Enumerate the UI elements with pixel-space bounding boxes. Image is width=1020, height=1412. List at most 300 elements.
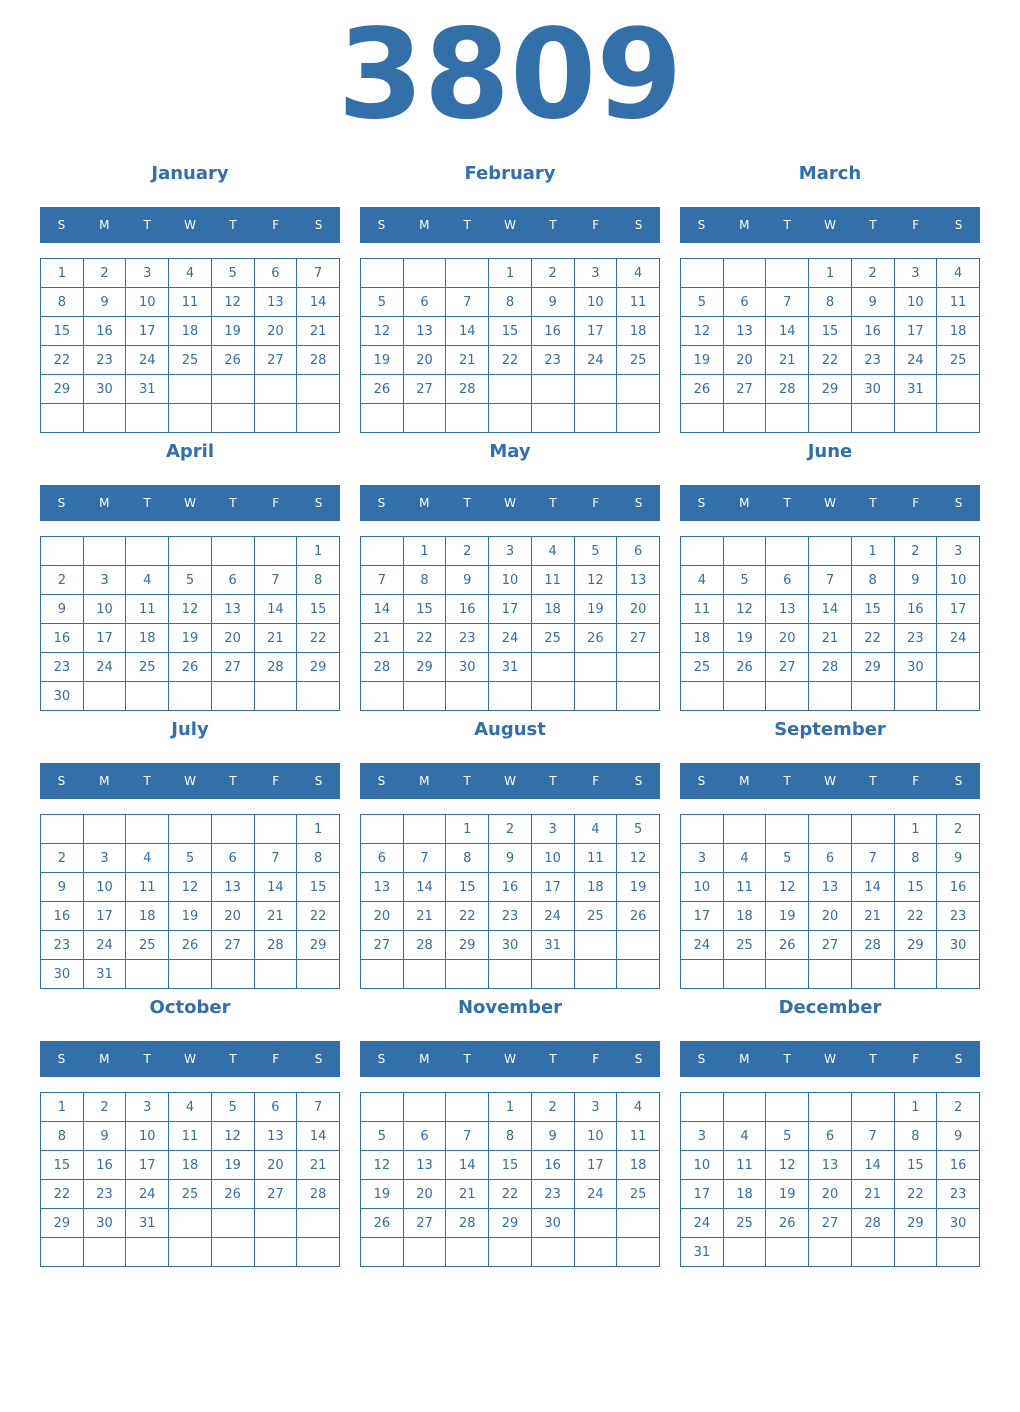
weekday-label: M [99,774,110,788]
day-cell: 29 [809,375,852,404]
week-row [681,1122,980,1151]
empty-day-cell [617,404,660,433]
day-grid [40,1092,340,1267]
day-cell: 2 [894,537,937,566]
month-name: October [149,997,231,1018]
empty-day-cell [937,960,980,989]
week-row [681,566,980,595]
day-cell: 2 [446,537,489,566]
week-row [41,404,340,433]
weekday-label: W [824,774,836,788]
day-cell: 1 [403,537,446,566]
day-cell: 8 [809,288,852,317]
empty-day-cell [723,259,766,288]
weekday-label: S [57,1052,66,1066]
weekday-label: W [504,1052,516,1066]
day-cell: 6 [403,288,446,317]
day-cell: 23 [937,1180,980,1209]
empty-day-cell [126,404,169,433]
weekday-label: M [739,774,750,788]
day-grid [40,258,340,433]
day-cell: 27 [361,931,404,960]
week-row [361,595,660,624]
day-cell: 4 [723,844,766,873]
day-cell: 28 [254,931,297,960]
weekday-label: T [463,496,471,510]
day-grid [360,814,660,989]
weekday-label: T [783,774,791,788]
weekday-label: T [229,774,237,788]
day-cell: 18 [937,317,980,346]
day-cell: 15 [297,873,340,902]
empty-day-cell [531,1238,574,1267]
empty-day-cell [403,404,446,433]
weekday-label: S [954,774,963,788]
week-row [41,566,340,595]
week-row [681,931,980,960]
day-cell: 13 [254,1122,297,1151]
day-cell: 1 [489,1093,532,1122]
day-cell: 24 [894,346,937,375]
day-cell: 20 [766,624,809,653]
day-cell: 6 [617,537,660,566]
empty-day-cell [169,375,212,404]
empty-day-cell [617,960,660,989]
day-cell: 22 [851,624,894,653]
day-cell: 12 [211,1122,254,1151]
day-cell: 19 [361,346,404,375]
week-row [681,682,980,711]
empty-day-cell [297,375,340,404]
day-cell: 13 [361,873,404,902]
day-cell: 5 [574,537,617,566]
weekday-label: T [463,774,471,788]
weekday-label: T [229,496,237,510]
day-cell: 18 [574,873,617,902]
week-row [41,1238,340,1267]
weekday-label: M [419,218,430,232]
day-cell: 17 [937,595,980,624]
day-cell: 3 [574,1093,617,1122]
day-cell: 21 [254,624,297,653]
day-cell: 11 [126,873,169,902]
week-row [361,259,660,288]
day-cell: 18 [126,902,169,931]
weekday-label: M [739,496,750,510]
day-grid [680,258,980,433]
day-cell: 14 [297,288,340,317]
day-cell: 20 [809,902,852,931]
weekday-label: T [783,496,791,510]
day-cell: 11 [126,595,169,624]
day-cell: 14 [446,317,489,346]
empty-day-cell [446,1238,489,1267]
day-cell: 20 [254,317,297,346]
day-cell: 19 [169,624,212,653]
day-grid [40,536,340,711]
empty-day-cell [574,1238,617,1267]
day-cell: 9 [937,844,980,873]
day-cell: 25 [617,1180,660,1209]
day-cell: 24 [126,346,169,375]
day-cell: 2 [83,259,126,288]
day-cell: 24 [681,1209,724,1238]
empty-day-cell [83,404,126,433]
empty-day-cell [83,1238,126,1267]
weekday-label: S [314,1052,323,1066]
day-cell: 3 [126,1093,169,1122]
day-cell: 11 [681,595,724,624]
day-cell: 6 [809,844,852,873]
week-row [41,815,340,844]
empty-day-cell [681,960,724,989]
empty-day-cell [211,404,254,433]
day-cell: 4 [617,259,660,288]
empty-day-cell [723,1093,766,1122]
empty-day-cell [723,815,766,844]
day-cell: 17 [531,873,574,902]
day-cell: 3 [489,537,532,566]
day-cell: 12 [681,317,724,346]
empty-day-cell [766,1238,809,1267]
day-cell: 1 [894,1093,937,1122]
day-cell: 25 [531,624,574,653]
day-cell: 5 [211,259,254,288]
empty-day-cell [937,375,980,404]
day-cell: 14 [297,1122,340,1151]
day-cell: 1 [41,259,84,288]
weekday-label: S [634,218,643,232]
day-cell: 6 [211,566,254,595]
week-row [41,902,340,931]
weekday-label: S [634,1052,643,1066]
week-row [681,317,980,346]
empty-day-cell [766,960,809,989]
week-row [41,682,340,711]
day-cell: 23 [83,1180,126,1209]
empty-day-cell [254,1209,297,1238]
day-cell: 29 [446,931,489,960]
empty-day-cell [766,259,809,288]
day-cell: 22 [809,346,852,375]
day-cell: 29 [851,653,894,682]
day-cell: 15 [403,595,446,624]
weekday-label: W [824,218,836,232]
day-cell: 13 [809,1151,852,1180]
weekday-label: S [697,496,706,510]
empty-day-cell [617,1209,660,1238]
day-cell: 7 [851,1122,894,1151]
day-cell: 3 [126,259,169,288]
empty-day-cell [723,1238,766,1267]
empty-day-cell [169,682,212,711]
empty-day-cell [617,375,660,404]
day-cell: 10 [126,288,169,317]
day-cell: 18 [723,902,766,931]
empty-day-cell [574,375,617,404]
day-cell: 21 [361,624,404,653]
empty-day-cell [617,1238,660,1267]
day-cell: 12 [574,566,617,595]
empty-day-cell [723,682,766,711]
day-cell: 6 [723,288,766,317]
day-cell: 12 [169,595,212,624]
day-cell: 9 [446,566,489,595]
day-cell: 5 [361,1122,404,1151]
day-cell: 31 [489,653,532,682]
day-cell: 10 [894,288,937,317]
day-cell: 4 [169,259,212,288]
empty-day-cell [894,960,937,989]
month-name: February [464,163,556,184]
weekday-label: S [57,774,66,788]
day-cell: 5 [361,288,404,317]
week-row [361,1151,660,1180]
month-name: November [457,997,563,1018]
empty-day-cell [617,931,660,960]
week-row [361,931,660,960]
day-cell: 20 [254,1151,297,1180]
weekday-label: S [314,218,323,232]
day-cell: 4 [126,844,169,873]
day-cell: 17 [83,902,126,931]
day-cell: 15 [446,873,489,902]
empty-day-cell [361,537,404,566]
month-name: April [165,441,215,462]
day-cell: 24 [126,1180,169,1209]
day-cell: 30 [446,653,489,682]
day-cell: 31 [83,960,126,989]
day-cell: 24 [83,653,126,682]
day-cell: 30 [531,1209,574,1238]
week-row [41,931,340,960]
day-cell: 29 [894,931,937,960]
day-cell: 24 [681,931,724,960]
day-cell: 26 [361,1209,404,1238]
empty-day-cell [126,815,169,844]
day-cell: 9 [83,1122,126,1151]
weekday-label: M [99,1052,110,1066]
day-cell: 10 [681,1151,724,1180]
day-cell: 14 [851,1151,894,1180]
empty-day-cell [211,375,254,404]
empty-day-cell [809,537,852,566]
day-cell: 13 [211,873,254,902]
day-cell: 14 [851,873,894,902]
day-cell: 24 [83,931,126,960]
day-grid [360,258,660,433]
day-cell: 16 [41,624,84,653]
weekday-label: T [463,1052,471,1066]
day-cell: 17 [489,595,532,624]
empty-day-cell [723,960,766,989]
empty-day-cell [297,1209,340,1238]
day-cell: 13 [617,566,660,595]
weekday-label: S [57,496,66,510]
weekday-header [680,763,980,799]
week-row [681,1180,980,1209]
day-cell: 17 [574,1151,617,1180]
weekday-label: F [912,218,920,232]
day-cell: 20 [211,624,254,653]
empty-day-cell [809,1238,852,1267]
day-cell: 22 [489,346,532,375]
day-cell: 10 [937,566,980,595]
day-cell: 24 [574,346,617,375]
day-cell: 9 [83,288,126,317]
weekday-label: S [314,774,323,788]
week-row [361,815,660,844]
week-row [361,537,660,566]
weekday-label: F [272,496,280,510]
month-name: July [171,719,209,740]
week-row [361,1180,660,1209]
day-cell: 3 [531,815,574,844]
week-row [41,537,340,566]
month-name: September [774,719,886,740]
empty-day-cell [446,259,489,288]
empty-day-cell [574,682,617,711]
empty-day-cell [531,682,574,711]
day-cell: 26 [169,931,212,960]
day-cell: 6 [254,1093,297,1122]
day-cell: 25 [617,346,660,375]
day-cell: 1 [489,259,532,288]
day-cell: 11 [723,873,766,902]
day-grid [40,814,340,989]
day-cell: 8 [851,566,894,595]
week-row [41,960,340,989]
day-cell: 8 [489,288,532,317]
day-cell: 11 [617,288,660,317]
day-cell: 30 [41,960,84,989]
weekday-label: F [272,1052,280,1066]
day-cell: 21 [254,902,297,931]
day-cell: 8 [41,288,84,317]
empty-day-cell [489,404,532,433]
empty-day-cell [403,259,446,288]
day-cell: 28 [403,931,446,960]
empty-day-cell [489,960,532,989]
day-cell: 4 [531,537,574,566]
week-row [41,873,340,902]
week-row [41,1151,340,1180]
day-cell: 11 [937,288,980,317]
day-cell: 7 [254,844,297,873]
empty-day-cell [851,1093,894,1122]
empty-day-cell [681,815,724,844]
week-row [361,960,660,989]
empty-day-cell [403,815,446,844]
week-row [41,595,340,624]
day-cell: 6 [361,844,404,873]
day-cell: 29 [894,1209,937,1238]
empty-day-cell [809,815,852,844]
week-row [681,1238,980,1267]
weekday-label: T [869,218,877,232]
day-cell: 14 [403,873,446,902]
weekday-label: W [824,1052,836,1066]
weekday-label: S [634,496,643,510]
week-row [41,1180,340,1209]
weekday-label: T [549,218,557,232]
weekday-label: F [592,774,600,788]
day-cell: 15 [894,873,937,902]
day-cell: 28 [851,1209,894,1238]
day-cell: 13 [254,288,297,317]
empty-day-cell [361,1238,404,1267]
week-row [361,1093,660,1122]
day-cell: 26 [169,653,212,682]
week-row [681,624,980,653]
day-cell: 26 [211,346,254,375]
empty-day-cell [297,682,340,711]
day-cell: 5 [617,815,660,844]
day-cell: 17 [574,317,617,346]
day-cell: 4 [169,1093,212,1122]
week-row [41,375,340,404]
day-cell: 2 [937,815,980,844]
empty-day-cell [574,404,617,433]
weekday-label: S [954,218,963,232]
day-cell: 6 [403,1122,446,1151]
day-cell: 11 [574,844,617,873]
day-cell: 23 [83,346,126,375]
day-cell: 19 [723,624,766,653]
day-cell: 14 [254,873,297,902]
day-cell: 31 [126,1209,169,1238]
weekday-header [360,763,660,799]
week-row [41,1209,340,1238]
day-cell: 10 [681,873,724,902]
day-cell: 30 [41,682,84,711]
day-cell: 16 [489,873,532,902]
day-cell: 22 [403,624,446,653]
day-cell: 25 [723,1209,766,1238]
empty-day-cell [297,960,340,989]
week-row [681,1093,980,1122]
day-cell: 5 [766,844,809,873]
empty-day-cell [766,404,809,433]
weekday-label: T [463,218,471,232]
empty-day-cell [574,931,617,960]
day-cell: 27 [403,375,446,404]
week-row [681,346,980,375]
day-cell: 16 [937,1151,980,1180]
empty-day-cell [403,960,446,989]
empty-day-cell [531,653,574,682]
empty-day-cell [681,537,724,566]
day-cell: 2 [531,1093,574,1122]
day-cell: 25 [169,1180,212,1209]
empty-day-cell [574,960,617,989]
day-cell: 29 [41,1209,84,1238]
day-cell: 5 [211,1093,254,1122]
day-cell: 20 [617,595,660,624]
empty-day-cell [681,259,724,288]
day-cell: 19 [211,1151,254,1180]
day-cell: 11 [169,288,212,317]
week-row [681,1209,980,1238]
weekday-label: S [377,774,386,788]
day-cell: 25 [574,902,617,931]
empty-day-cell [41,1238,84,1267]
weekday-label: F [912,496,920,510]
empty-day-cell [254,537,297,566]
day-cell: 13 [403,1151,446,1180]
day-cell: 3 [681,1122,724,1151]
empty-day-cell [766,815,809,844]
